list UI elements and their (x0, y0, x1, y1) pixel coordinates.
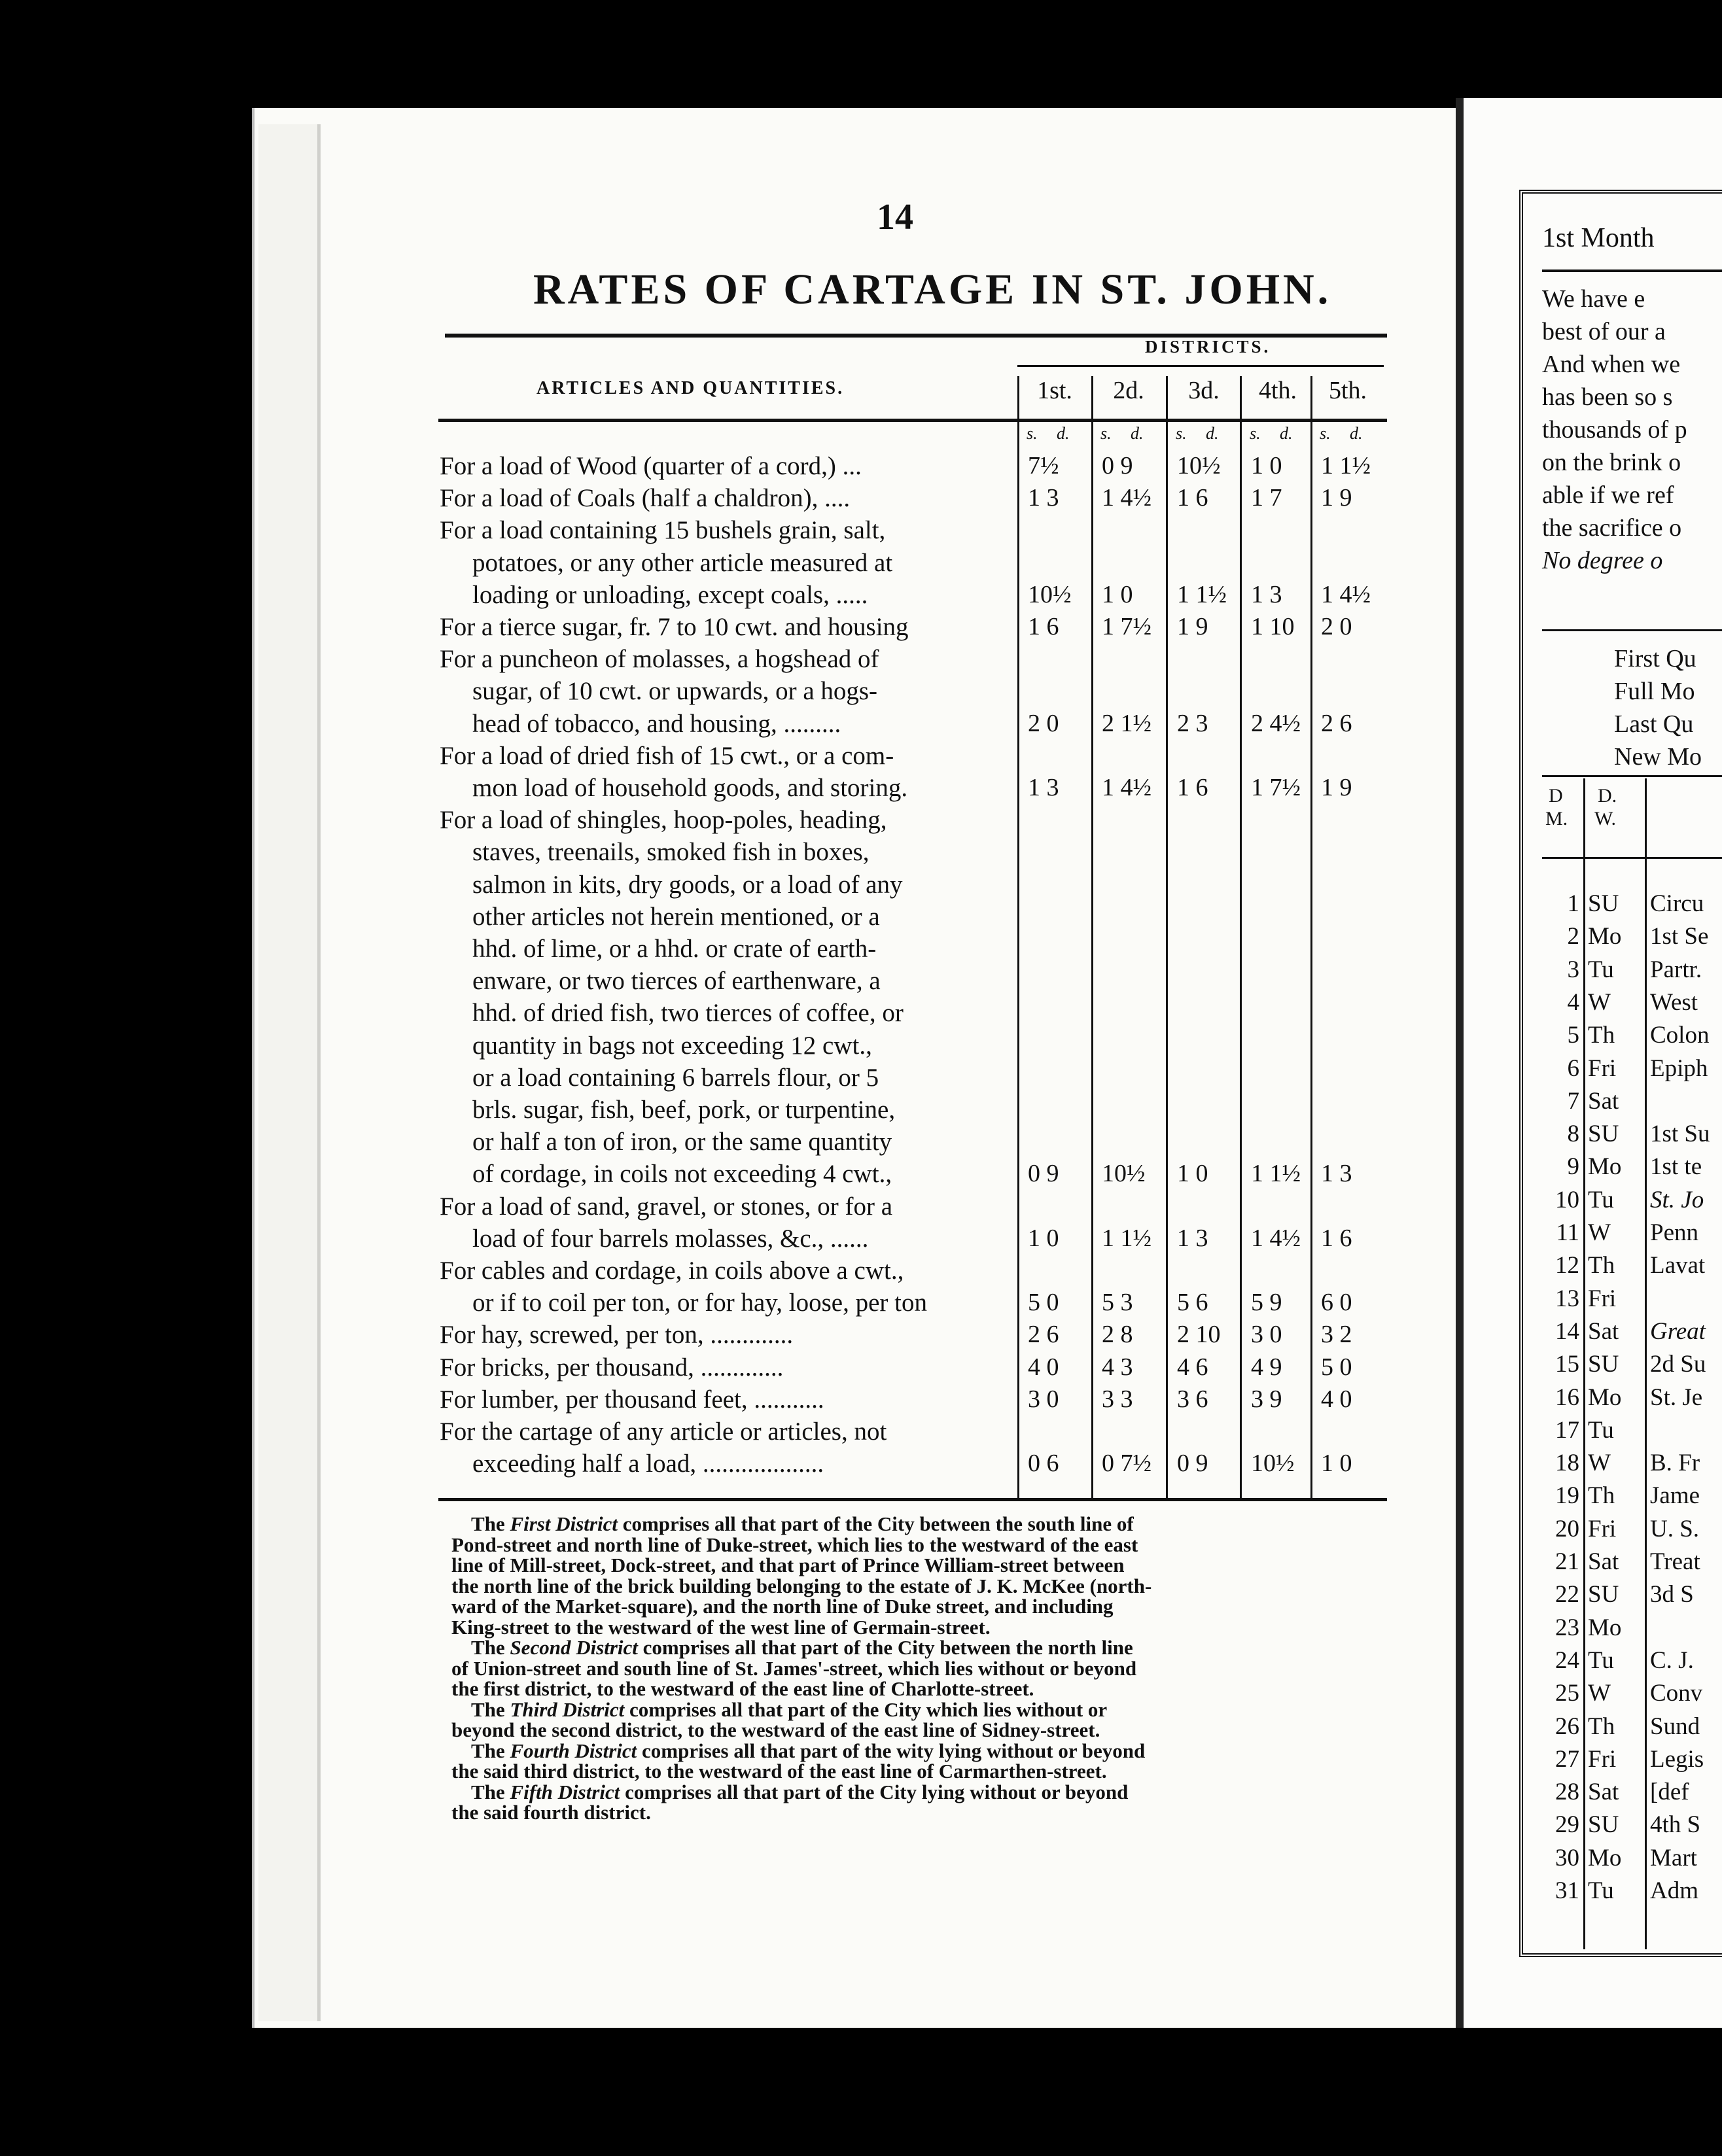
day-number: 19 (1555, 1482, 1579, 1510)
unit-shillings: s. (1027, 424, 1038, 443)
day-number: 9 (1567, 1153, 1579, 1181)
unit-pence: d. (1131, 424, 1144, 443)
weekday: Tu (1588, 1877, 1614, 1904)
article-text-line: For a load of sand, gravel, or stones, or for a (440, 1192, 893, 1221)
article-text-line: exceeding half a load, ................... (472, 1450, 824, 1478)
day-number: 11 (1556, 1219, 1579, 1246)
weekday: Th (1588, 1713, 1615, 1740)
rate-cell: 1 6 (1177, 774, 1208, 801)
article-text-line: or a load containing 6 barrels flour, or 5 (472, 1063, 879, 1092)
day-number: 30 (1555, 1844, 1579, 1871)
calendar-header-rule (1542, 857, 1722, 859)
day-number: 1 (1567, 890, 1579, 917)
rate-cell: 0 9 (1028, 1160, 1059, 1188)
weekday: W (1588, 1680, 1611, 1707)
day-number: 15 (1555, 1351, 1579, 1378)
unit-pence: d. (1206, 424, 1219, 443)
calendar-intro-line: on the brink o (1542, 449, 1681, 476)
district-name: First District (510, 1512, 618, 1535)
weekday: SU (1588, 890, 1619, 917)
page-number: 14 (877, 197, 913, 237)
day-event: Sund (1650, 1713, 1700, 1740)
calendar-intro-line: And when we (1542, 351, 1681, 378)
rate-cell: 10½ (1102, 1160, 1146, 1188)
rate-cell: 2 4½ (1251, 709, 1301, 737)
rate-cell: 4 0 (1028, 1353, 1059, 1381)
weekday: W (1588, 1450, 1611, 1477)
rate-cell: 1 0 (1102, 580, 1133, 608)
unit-pence: d. (1057, 424, 1070, 443)
footnote-text: Pond-street and north line of Duke-street, which lies to the westward of the east (451, 1533, 1138, 1556)
footnote-text: line of Mill-street, Dock-street, and that part of Prince William-street between (451, 1554, 1125, 1576)
unit-shillings: s. (1176, 424, 1187, 443)
day-event: 1st te (1650, 1153, 1702, 1181)
calendar-intro-rule (1542, 629, 1722, 631)
day-event: Mart (1650, 1844, 1697, 1871)
weekday: Th (1588, 1482, 1615, 1510)
weekday: Tu (1588, 1186, 1614, 1213)
day-event: B. Fr (1650, 1450, 1700, 1477)
day-number: 27 (1555, 1745, 1579, 1773)
day-number: 31 (1555, 1877, 1579, 1904)
calendar-month-rule (1542, 270, 1722, 272)
article-text-line: For a puncheon of molasses, a hogshead of (440, 645, 879, 674)
weekday: Tu (1588, 1646, 1614, 1674)
book-spine (1456, 98, 1464, 2028)
rate-cell: 2 8 (1102, 1321, 1133, 1349)
article-text-line: head of tobacco, and housing, ......... (472, 709, 841, 738)
day-event: Great (1650, 1317, 1706, 1345)
day-event: Jame (1650, 1482, 1700, 1510)
weekday: Fri (1588, 1745, 1617, 1773)
district-column-rule (1310, 376, 1312, 1499)
calendar-intro-line: the sacrifice o (1542, 514, 1682, 542)
weekday: Tu (1588, 956, 1614, 983)
district-name: Fifth District (510, 1780, 620, 1803)
rate-cell: 1 7 (1251, 484, 1282, 512)
footnote-text: The (471, 1697, 510, 1721)
rate-cell: 5 3 (1102, 1289, 1133, 1317)
weekday: Th (1588, 1022, 1615, 1049)
rate-cell: 10½ (1177, 452, 1221, 479)
day-number: 18 (1555, 1450, 1579, 1477)
footnote-text: the said third district, to the westward of the east line of Carmarthen-street. (451, 1760, 1107, 1782)
moon-phase-line: Full Mo (1614, 678, 1695, 705)
day-event: Penn (1650, 1219, 1698, 1246)
day-number: 12 (1555, 1252, 1579, 1279)
day-number: 16 (1555, 1383, 1579, 1411)
rate-cell: 2 10 (1177, 1321, 1221, 1349)
day-of-month-header: M. (1545, 808, 1568, 829)
district-name: Third District (510, 1697, 625, 1721)
day-event: Partr. (1650, 956, 1702, 983)
header-rule (438, 419, 1387, 422)
day-event: St. Je (1650, 1383, 1703, 1411)
article-text-line: For cables and cordage, in coils above a cwt., (440, 1257, 904, 1285)
rate-cell: 2 1½ (1102, 709, 1151, 737)
rate-cell: 1 1½ (1102, 1224, 1151, 1252)
calendar-month: 1st Month (1542, 223, 1655, 253)
rate-cell: 1 6 (1177, 484, 1208, 512)
article-text-line: enware, or two tierces of earthenware, a (472, 967, 881, 996)
rate-cell: 1 0 (1251, 452, 1282, 479)
district-header-5: 5th. (1328, 377, 1367, 404)
rate-cell: 1 6 (1321, 1224, 1352, 1252)
article-text-line: or half a ton of iron, or the same quantity (472, 1128, 892, 1156)
day-event: Conv (1650, 1680, 1703, 1707)
calendar-intro-line: thousands of p (1542, 416, 1687, 443)
article-text-line: other articles not herein mentioned, or a (472, 902, 880, 931)
page-edges (258, 124, 321, 2021)
article-text-line: For a load containing 15 bushels grain, salt, (440, 516, 886, 545)
day-number: 28 (1555, 1779, 1579, 1806)
weekday: SU (1588, 1581, 1619, 1608)
weekday: Mo (1588, 1844, 1622, 1871)
rate-cell: 10½ (1251, 1450, 1295, 1478)
rate-cell: 1 3 (1028, 774, 1059, 801)
rate-cell: 4 0 (1321, 1385, 1352, 1413)
day-number: 21 (1555, 1548, 1579, 1575)
footnote-text: The (471, 1636, 510, 1659)
day-event: Adm (1650, 1877, 1698, 1904)
footnote-text: The (471, 1739, 510, 1762)
day-event: 4th S (1650, 1811, 1701, 1839)
day-number: 10 (1555, 1186, 1579, 1213)
footnote-text: the said fourth district. (451, 1801, 651, 1824)
article-text-line: or if to coil per ton, or for hay, loose, per ton (472, 1289, 927, 1317)
day-event: U. S. (1650, 1515, 1700, 1542)
footnote-text: comprises all that part of the City lying without or beyond (620, 1780, 1129, 1803)
rate-cell: 1 1½ (1321, 452, 1371, 479)
day-event: 2d Su (1650, 1351, 1706, 1378)
rate-cell: 3 6 (1177, 1385, 1208, 1413)
footnote-text: The (471, 1780, 510, 1803)
rate-cell: 2 6 (1028, 1321, 1059, 1349)
rate-cell: 0 9 (1177, 1450, 1208, 1478)
article-text-line: load of four barrels molasses, &c., ...... (472, 1224, 869, 1253)
article-text-line: For a load of Coals (half a chaldron), .... (440, 484, 851, 513)
footnote-text: ward of the Market-square), and the north line of Duke street, and including (451, 1595, 1114, 1618)
article-text-line: salmon in kits, dry goods, or a load of any (472, 870, 903, 899)
day-event: 3d S (1650, 1581, 1694, 1608)
rate-cell: 1 4½ (1102, 774, 1151, 801)
rate-cell: 6 0 (1321, 1289, 1352, 1317)
weekday: Mo (1588, 1614, 1622, 1641)
rate-cell: 4 6 (1177, 1353, 1208, 1381)
calendar-intro-line: We have e (1542, 285, 1645, 313)
rate-cell: 1 6 (1028, 613, 1059, 640)
day-number: 29 (1555, 1811, 1579, 1839)
district-column-rule (1017, 376, 1019, 1499)
district-name: Second District (510, 1636, 638, 1659)
rate-cell: 1 1½ (1251, 1160, 1301, 1188)
rate-cell: 0 7½ (1102, 1450, 1151, 1478)
footnote-text: comprises all that part of the City between the south line of (617, 1512, 1134, 1535)
rate-cell: 3 0 (1251, 1321, 1282, 1349)
weekday: Sat (1588, 1548, 1619, 1575)
article-text-line: For lumber, per thousand feet, ........... (440, 1385, 824, 1414)
article-text-line: brls. sugar, fish, beef, pork, or turpentine, (472, 1096, 896, 1124)
day-number: 14 (1555, 1317, 1579, 1345)
article-text-line: potatoes, or any other article measured at (472, 548, 893, 577)
weekday: Th (1588, 1252, 1615, 1279)
day-event: Circu (1650, 890, 1704, 917)
day-event: [def (1650, 1779, 1689, 1806)
moon-phase-line: New Mo (1614, 743, 1702, 771)
day-of-week-header: D. (1598, 785, 1617, 807)
day-of-week-header: W. (1594, 808, 1617, 829)
rate-cell: 3 2 (1321, 1321, 1352, 1349)
day-event: St. Jo (1650, 1186, 1704, 1213)
rate-cell: 1 9 (1321, 484, 1352, 512)
calendar-phase-rule (1542, 775, 1722, 777)
page-title: RATES OF CARTAGE IN ST. JOHN. (533, 266, 1332, 313)
unit-pence: d. (1350, 424, 1363, 443)
rate-cell: 0 9 (1102, 452, 1133, 479)
footnote-text: comprises all that part of the wity lying without or beyond (637, 1739, 1146, 1762)
rate-cell: 3 0 (1028, 1385, 1059, 1413)
article-text-line: sugar, of 10 cwt. or upwards, or a hogs- (472, 677, 878, 706)
district-name: Fourth District (510, 1739, 637, 1762)
article-text-line: For a load of Wood (quarter of a cord,) ... (440, 452, 862, 480)
weekday: SU (1588, 1811, 1619, 1839)
moon-phase-line: Last Qu (1614, 710, 1694, 738)
day-number: 20 (1555, 1515, 1579, 1542)
footnote-text: beyond the second district, to the westward of the east line of Sidney-street. (451, 1718, 1100, 1741)
day-event: Legis (1650, 1745, 1704, 1773)
day-event: Colon (1650, 1022, 1710, 1049)
rate-cell: 4 9 (1251, 1353, 1282, 1381)
article-text-line: For a load of dried fish of 15 cwt., or a com- (440, 741, 894, 770)
weekday: Sat (1588, 1317, 1619, 1345)
rate-cell: 2 0 (1321, 613, 1352, 640)
unit-shillings: s. (1250, 424, 1261, 443)
day-number: 25 (1555, 1680, 1579, 1707)
footnote-text: the first district, to the westward of the east line of Charlotte-street. (451, 1677, 1034, 1700)
weekday: Sat (1588, 1087, 1619, 1115)
weekday: Fri (1588, 1285, 1617, 1312)
calendar-intro-line: able if we ref (1542, 481, 1674, 509)
weekday: Mo (1588, 1383, 1622, 1411)
rate-cell: 5 0 (1028, 1289, 1059, 1317)
weekday: W (1588, 988, 1611, 1016)
article-text-line: For a tierce sugar, fr. 7 to 10 cwt. and housing (440, 613, 909, 641)
table-bottom-rule (438, 1498, 1387, 1501)
article-text-line: of cordage, in coils not exceeding 4 cwt., (472, 1160, 892, 1189)
rate-cell: 1 0 (1028, 1224, 1059, 1252)
day-number: 22 (1555, 1581, 1579, 1608)
rate-cell: 7½ (1028, 452, 1059, 479)
unit-shillings: s. (1320, 424, 1331, 443)
district-column-rule (1240, 376, 1242, 1499)
rate-cell: 1 1½ (1177, 580, 1227, 608)
rate-cell: 1 4½ (1321, 580, 1371, 608)
article-text-line: staves, treenails, smoked fish in boxes, (472, 838, 870, 867)
district-column-rule (1091, 376, 1093, 1499)
footnote-text: the north line of the brick building belonging to the estate of J. K. McKee (north- (451, 1574, 1152, 1597)
rate-cell: 0 6 (1028, 1450, 1059, 1478)
weekday: Tu (1588, 1416, 1614, 1444)
day-number: 8 (1567, 1121, 1579, 1148)
article-text-line: hhd. of lime, or a hhd. or crate of earth- (472, 935, 877, 963)
rate-cell: 1 3 (1321, 1160, 1352, 1188)
day-event: Lavat (1650, 1252, 1706, 1279)
article-text-line: For hay, screwed, per ton, ............. (440, 1321, 794, 1349)
rate-cell: 3 3 (1102, 1385, 1133, 1413)
rate-cell: 1 0 (1321, 1450, 1352, 1478)
districts-heading: DISTRICTS. (1145, 337, 1271, 356)
calendar-column-rule (1583, 778, 1585, 1949)
weekday: Sat (1588, 1779, 1619, 1806)
weekday: SU (1588, 1121, 1619, 1148)
calendar-intro-line: No degree o (1542, 547, 1663, 574)
weekday: Fri (1588, 1515, 1617, 1542)
rate-cell: 2 3 (1177, 709, 1208, 737)
weekday: Mo (1588, 1153, 1622, 1181)
article-text-line: For bricks, per thousand, ............. (440, 1353, 784, 1382)
footnote-text: of Union-street and south line of St. James'-street, which lies without or beyond (451, 1656, 1137, 1680)
rate-cell: 1 7½ (1102, 613, 1151, 640)
rate-cell: 2 0 (1028, 709, 1059, 737)
article-text-line: hhd. of dried fish, two tierces of coffee, or (472, 999, 904, 1028)
rate-cell: 1 3 (1028, 484, 1059, 512)
day-number: 7 (1567, 1087, 1579, 1115)
rate-cell: 1 4½ (1102, 484, 1151, 512)
article-text-line: For a load of shingles, hoop-poles, heading, (440, 806, 887, 835)
day-number: 24 (1555, 1646, 1579, 1674)
rate-cell: 1 9 (1177, 613, 1208, 640)
day-event: Treat (1650, 1548, 1700, 1575)
day-event: 1st Su (1650, 1121, 1710, 1148)
footnote-text: King-street to the westward of the west line of Germain-street. (451, 1615, 991, 1639)
rate-cell: 2 6 (1321, 709, 1352, 737)
day-of-month-header: D (1549, 785, 1563, 807)
rate-cell: 1 10 (1251, 613, 1295, 640)
footnote-text: The (471, 1512, 510, 1535)
district-header-1: 1st. (1037, 377, 1072, 404)
day-event: C. J. (1650, 1646, 1694, 1674)
weekday: SU (1588, 1351, 1619, 1378)
district-header-3: 3d. (1188, 377, 1220, 404)
moon-phase-line: First Qu (1614, 645, 1696, 672)
footnote-line (451, 1801, 651, 1824)
day-event: 1st Se (1650, 923, 1709, 950)
weekday: W (1588, 1219, 1611, 1246)
weekday: Mo (1588, 923, 1622, 950)
rate-cell: 1 7½ (1251, 774, 1301, 801)
rate-cell: 1 3 (1177, 1224, 1208, 1252)
district-header-4: 4th. (1258, 377, 1297, 404)
article-text-line: quantity in bags not exceeding 12 cwt., (472, 1031, 872, 1060)
calendar-intro-line: has been so s (1542, 383, 1673, 411)
day-number: 5 (1567, 1022, 1579, 1049)
rate-cell: 5 9 (1251, 1289, 1282, 1317)
right-page-almanac (1464, 98, 1722, 2028)
day-number: 2 (1567, 923, 1579, 950)
district-header-2: 2d. (1113, 377, 1144, 404)
weekday: Fri (1588, 1054, 1617, 1082)
footnote-text: comprises all that part of the City which lies without or (624, 1697, 1108, 1721)
day-number: 23 (1555, 1614, 1579, 1641)
articles-heading: ARTICLES AND QUANTITIES. (536, 378, 845, 398)
day-number: 6 (1567, 1054, 1579, 1082)
district-column-rule (1166, 376, 1168, 1499)
calendar-column-rule (1645, 778, 1647, 1949)
rate-cell: 1 4½ (1251, 1224, 1301, 1252)
day-event: Epiph (1650, 1054, 1708, 1082)
day-number: 4 (1567, 988, 1579, 1016)
footnote-text: comprises all that part of the City between the north line (637, 1636, 1133, 1659)
rate-cell: 4 3 (1102, 1353, 1133, 1381)
day-number: 17 (1555, 1416, 1579, 1444)
article-text-line: mon load of household goods, and storing. (472, 774, 908, 802)
article-text-line: loading or unloading, except coals, ..... (472, 580, 868, 609)
unit-pence: d. (1280, 424, 1293, 443)
rate-cell: 3 9 (1251, 1385, 1282, 1413)
rate-cell: 5 0 (1321, 1353, 1352, 1381)
rate-cell: 1 0 (1177, 1160, 1208, 1188)
calendar-intro-line: best of our a (1542, 318, 1666, 345)
unit-shillings: s. (1100, 424, 1112, 443)
rate-cell: 5 6 (1177, 1289, 1208, 1317)
day-number: 3 (1567, 956, 1579, 983)
rate-cell: 1 3 (1251, 580, 1282, 608)
rate-cell: 10½ (1028, 580, 1072, 608)
districts-rule (1017, 365, 1384, 367)
rate-cell: 1 9 (1321, 774, 1352, 801)
day-number: 13 (1555, 1285, 1579, 1312)
article-text-line: For the cartage of any article or articles, not (440, 1417, 887, 1446)
day-number: 26 (1555, 1713, 1579, 1740)
day-event: West (1650, 988, 1698, 1016)
